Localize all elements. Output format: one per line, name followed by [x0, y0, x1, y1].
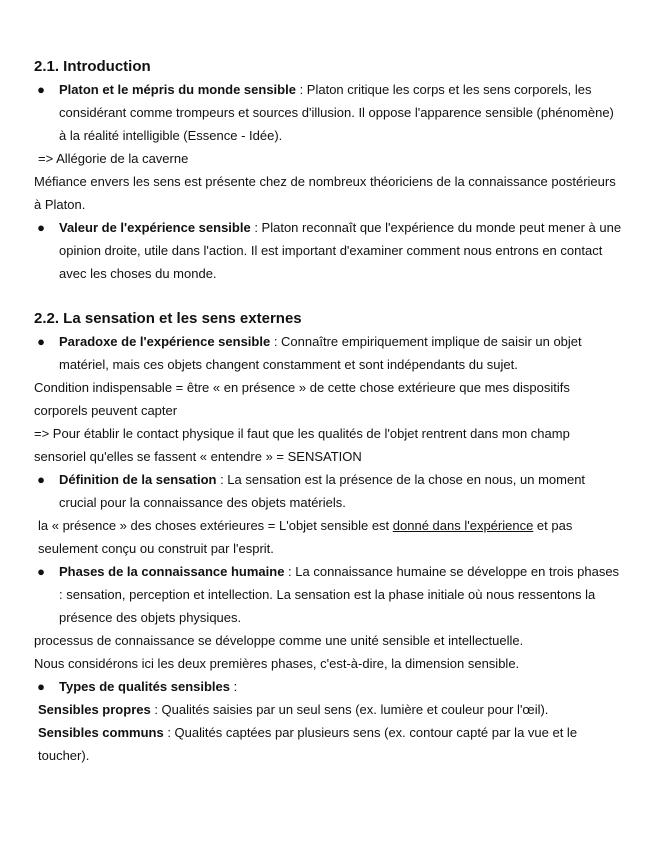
bullet-text: : La sensation est la présence de la chose en nous, un moment crucial pour la connaissance des objets matériels. [59, 472, 586, 510]
bullet-text: : Connaître empiriquement implique de saisir un objet matériel, mais ces objets changent constamment et sont indépendants du sujet. [59, 334, 582, 372]
paragraph-sensibles-communs [34, 721, 622, 767]
bullet-paradoxe [34, 330, 622, 376]
section-heading-introduction: 2.1. Introduction [34, 58, 151, 75]
section-heading-sensation: 2.2. La sensation et les sens externes [34, 310, 302, 327]
bullet-term: Valeur de l'expérience sensible [59, 220, 251, 235]
bullet-marker: ● [37, 564, 45, 579]
bullet-term: Phases de la connaissance humaine [59, 564, 285, 579]
bullet-term: Types de qualités sensibles [59, 679, 230, 694]
bullet-term: Platon et le mépris du monde sensible [59, 82, 296, 97]
paragraph-processus: processus de connaissance se développe comme une unité sensible et intellectuelle. [34, 633, 524, 648]
bullet-valeur-experience [34, 216, 622, 285]
bullet-marker: ● [37, 82, 45, 97]
text-before: la « présence » des choses extérieures = L'objet sensible est [38, 518, 393, 533]
text-sensibles-communs: : Qualités captées par plusieurs sens (ex. contour capté par la vue et le toucher). [38, 725, 578, 763]
arrow-line-caverne: => Allégorie de la caverne [38, 151, 189, 166]
bullet-phases-connaissance [34, 560, 622, 629]
paragraph-sensibles-propres [34, 698, 622, 721]
paragraph-presence [34, 514, 622, 560]
bullet-types-qualites [34, 675, 622, 698]
bullet-text: : Platon reconnaît que l'expérience du monde peut mener à une opinion droite, utile dans l'action. Il est important d'examiner comment nous entrons en contact avec les choses du monde. [59, 220, 622, 281]
text-after: et pas seulement conçu ou construit par l'esprit. [38, 518, 573, 556]
paragraph-mefiance: Méfiance envers les sens est présente chez de nombreux théoriciens de la connaissance postérieurs à Platon. [34, 174, 616, 212]
bullet-term: Définition de la sensation [59, 472, 217, 487]
underlined-text: donné dans l'expérience [392, 518, 534, 533]
term-sensibles-propres: Sensibles propres [38, 702, 151, 717]
term-sensibles-communs: Sensibles communs [38, 725, 164, 740]
bullet-text: : La connaissance humaine se développe en trois phases : sensation, perception et intellection. La sensation est la phase initiale où nous ressentons la présence des objets physiques. [59, 564, 620, 625]
bullet-platon-mepris [34, 78, 622, 147]
paragraph-deux-phases: Nous considérons ici les deux premières phases, c'est-à-dire, la dimension sensible. [34, 656, 520, 671]
bullet-marker: ● [37, 679, 45, 694]
text-sensibles-propres: : Qualités saisies par un seul sens (ex. lumière et couleur pour l'œil). [150, 702, 549, 717]
bullet-text: : [230, 679, 238, 694]
bullet-text: : Platon critique les corps et les sens corporels, les considérant comme trompeurs et sources d'illusion. Il oppose l'apparence sensible (phénomène) à la réalité intelligible (Essence - Idée). [59, 82, 614, 143]
bullet-marker: ● [37, 220, 45, 235]
paragraph-contact-physique: => Pour établir le contact physique il faut que les qualités de l'objet rentrent dans mon champ sensoriel qu'elles se fassent « entendre » = SENSATION [34, 426, 570, 464]
bullet-marker: ● [37, 472, 45, 487]
paragraph-condition: Condition indispensable = être « en présence » de cette chose extérieure que mes dispositifs corporels peuvent capter [34, 380, 570, 418]
bullet-definition-sensation [34, 468, 622, 514]
bullet-marker: ● [37, 334, 45, 349]
bullet-term: Paradoxe de l'expérience sensible [59, 334, 271, 349]
